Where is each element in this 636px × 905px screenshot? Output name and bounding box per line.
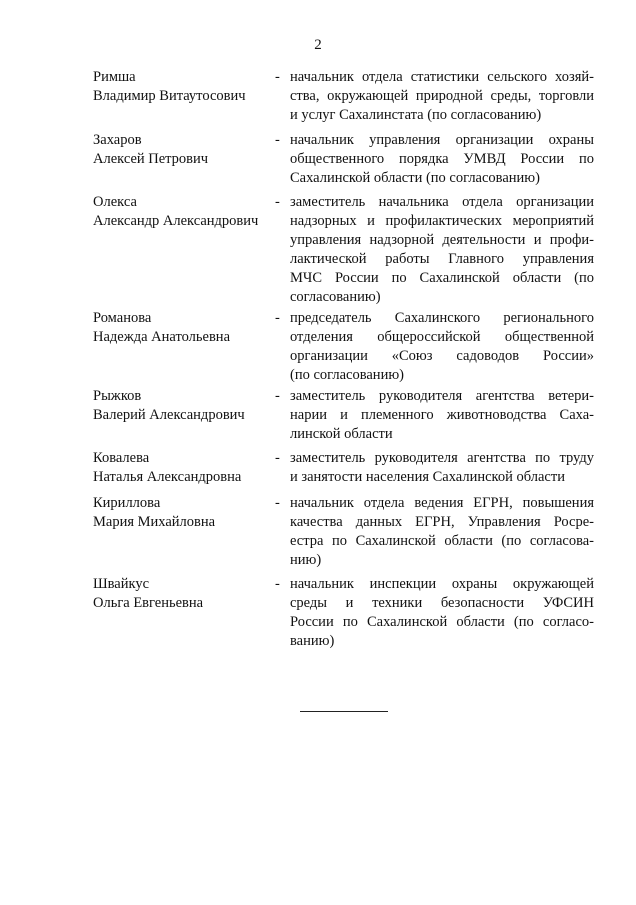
- member-position: [290, 449, 594, 487]
- member-name: [93, 68, 273, 106]
- member-surname: Захаров: [93, 132, 142, 148]
- member-position: [290, 309, 594, 385]
- member-name: [93, 309, 273, 347]
- position-line: России по Сахалинской области (по согласо-: [290, 614, 594, 630]
- position-line: (по согласованию): [290, 367, 404, 383]
- position-line: МЧС России по Сахалинской области (по: [290, 270, 594, 286]
- separator-dash: -: [275, 194, 280, 210]
- position-line: качества данных ЕГРН, Управления Росре-: [290, 514, 594, 530]
- separator-dash: -: [275, 576, 280, 592]
- position-line: линской области: [290, 426, 393, 442]
- member-name: [93, 193, 273, 231]
- member-name: [93, 449, 273, 487]
- separator-dash: -: [275, 495, 280, 511]
- member-name: [93, 575, 273, 613]
- separator-dash: -: [275, 450, 280, 466]
- position-line: начальник отдела ведения ЕГРН, повышения: [290, 495, 594, 511]
- member-given-names: Александр Александрович: [93, 213, 259, 229]
- position-line: заместитель руководителя агентства ветери-: [290, 388, 594, 404]
- member-surname: Кириллова: [93, 495, 161, 511]
- position-line: общественного порядка УМВД России по: [290, 151, 594, 167]
- member-position: [290, 68, 594, 125]
- member-position: [290, 494, 594, 570]
- position-line: нарии и племенного животноводства Саха-: [290, 407, 594, 423]
- position-line: согласованию): [290, 289, 381, 305]
- position-line: лактической работы Главного управления: [290, 251, 594, 267]
- separator-dash: -: [275, 132, 280, 148]
- closing-rule: [300, 711, 388, 712]
- member-position: [290, 575, 594, 651]
- member-given-names: Алексей Петрович: [93, 151, 209, 167]
- member-surname: Швайкус: [93, 576, 150, 592]
- position-line: Сахалинской области (по согласованию): [290, 170, 540, 186]
- position-line: начальник отдела статистики сельского хозяй-: [290, 69, 594, 85]
- member-given-names: Мария Михайловна: [93, 514, 216, 530]
- member-name: [93, 387, 273, 425]
- member-given-names: Ольга Евгеньевна: [93, 595, 204, 611]
- position-line: и занятости населения Сахалинской области: [290, 469, 565, 485]
- member-given-names: Валерий Александрович: [93, 407, 245, 423]
- member-surname: Олекса: [93, 194, 137, 210]
- member-surname: Рыжков: [93, 388, 142, 404]
- member-position: [290, 193, 594, 307]
- member-name: [93, 131, 273, 169]
- position-line: ства, окружающей природной среды, торговли: [290, 88, 594, 104]
- member-name: [93, 494, 273, 532]
- member-surname: Римша: [93, 69, 136, 85]
- member-surname: Романова: [93, 310, 152, 326]
- position-line: организации «Союз садоводов России»: [290, 348, 594, 364]
- member-given-names: Надежда Анатольевна: [93, 329, 230, 345]
- position-line: естра по Сахалинской области (по согласова-: [290, 533, 594, 549]
- position-line: начальник управления организации охраны: [290, 132, 594, 148]
- position-line: управления надзорной деятельности и профи-: [290, 232, 594, 248]
- member-given-names: Наталья Александровна: [93, 469, 242, 485]
- position-line: ванию): [290, 633, 335, 649]
- separator-dash: -: [275, 310, 280, 326]
- position-line: заместитель начальника отдела организации: [290, 194, 594, 210]
- position-line: отделения общероссийской общественной: [290, 329, 594, 345]
- position-line: и услуг Сахалинстата (по согласованию): [290, 107, 542, 123]
- member-given-names: Владимир Витаутосович: [93, 88, 246, 104]
- member-position: [290, 131, 594, 188]
- position-line: заместитель руководителя агентства по труду: [290, 450, 594, 466]
- position-line: начальник инспекции охраны окружающей: [290, 576, 594, 592]
- position-line: нию): [290, 552, 322, 568]
- position-line: председатель Сахалинского регионального: [290, 310, 594, 326]
- position-line: надзорных и профилактических мероприятий: [290, 213, 594, 229]
- separator-dash: -: [275, 388, 280, 404]
- member-position: [290, 387, 594, 444]
- separator-dash: -: [275, 69, 280, 85]
- position-line: среды и техники безопасности УФСИН: [290, 595, 594, 611]
- page-number: 2: [314, 37, 322, 53]
- member-surname: Ковалева: [93, 450, 150, 466]
